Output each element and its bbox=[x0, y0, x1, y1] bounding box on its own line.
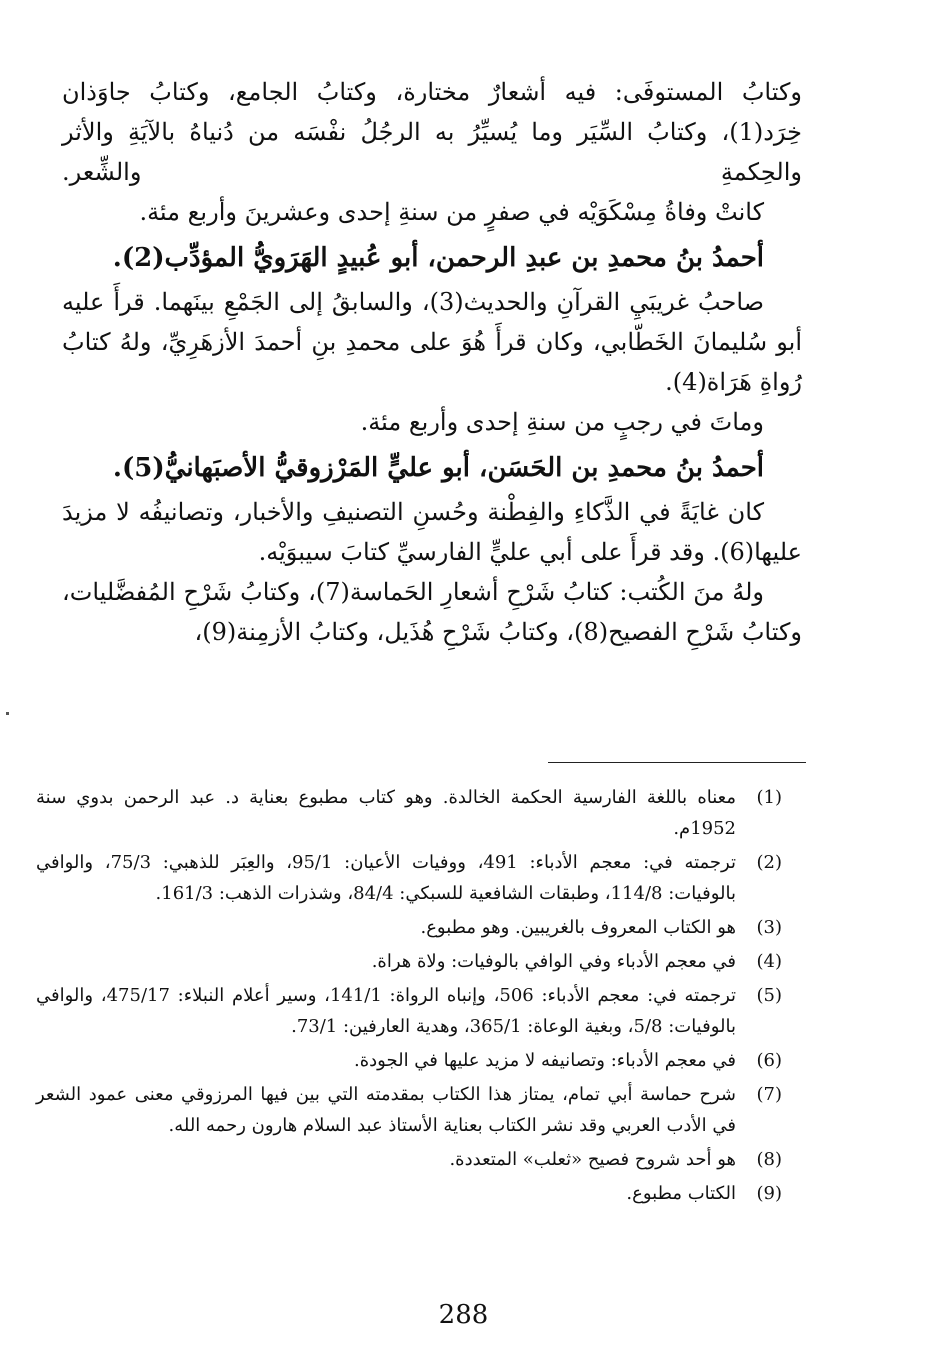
footnote-text: شرح حماسة أبي تمام، يمتاز هذا الكتاب بمقدمته التي بين فيها المرزوقي معنى عمود الشعر في الأدب العربي وقد نشر الكتاب بعناية الأستاذ عبد السلام هارون رحمه الله. bbox=[36, 1084, 736, 1136]
footnote-text: في معجم الأدباء: وتصانيفه لا مزيد عليها في الجودة. bbox=[354, 1050, 736, 1071]
footnote-9 bbox=[36, 1178, 782, 1209]
paragraph-death-miskawayh: كانتْ وفاةُ مِسْكَوَيْه في صفرٍ من سنةِ إحدى وعشرينَ وأربع مئة. bbox=[139, 198, 764, 226]
footnote-text: الكتاب مطبوع. bbox=[626, 1183, 736, 1204]
footnote-6 bbox=[36, 1045, 782, 1076]
paragraph-marzuqi-books: ولهُ منَ الكُتب: كتابُ شَرْحِ أشعارِ الحَماسة(7)، وكتابُ شَرْحِ المُفضَّليات، وكتابُ شَرْحِ الفصيح(8)، وكتابُ شَرْحِ هُذَيل، وكتابُ الأزمِنة(9)، bbox=[62, 578, 802, 646]
footnote-7 bbox=[36, 1079, 782, 1141]
entry-heading-abu-ali-almarzuqi: أحمدُ بنُ محمدِ بن الحَسَن، أبو عليٍّ المَرْزوقيُّ الأصبَهانيُّ(5). bbox=[112, 453, 764, 483]
footnote-number: (1) bbox=[756, 787, 782, 808]
footnote-number: (5) bbox=[756, 985, 782, 1006]
footnote-number: (4) bbox=[756, 951, 782, 972]
paragraph-marzuqi-bio: كان غايَةً في الذَّكاءِ والفِطْنة وحُسنِ التصنيفِ والأخبار، وتصانيفُه لا مزيدَ عليها(6). وقد قرأَ على أبي عليٍّ الفارسيِّ كتابَ سيبوَيْه. bbox=[62, 498, 802, 566]
footnote-text: في معجم الأدباء وفي الوافي بالوفيات: ولاة هراة. bbox=[371, 951, 736, 972]
footnote-text: معناه باللغة الفارسية الحكمة الخالدة. وهو كتاب مطبوع بعناية د. عبد الرحمن بدوي سنة 1952م. bbox=[36, 787, 736, 839]
footnote-3 bbox=[36, 912, 782, 943]
page-number: 288 bbox=[438, 1300, 489, 1330]
paragraph-abu-ubayd-death: وماتَ في رجبٍ من سنةِ إحدى وأربع مئة. bbox=[360, 408, 764, 436]
footnote-separator-rule bbox=[548, 762, 806, 763]
footnote-text: هو أحد شروح فصيح «ثعلب» المتعددة. bbox=[449, 1149, 736, 1170]
footnote-number: (3) bbox=[756, 917, 782, 938]
entry-heading-abu-ubayd-alharawi: أحمدُ بنُ محمدِ بن عبدِ الرحمن، أبو عُبيدٍ الهَرَويُّ المؤدِّب(2). bbox=[112, 243, 764, 273]
main-text bbox=[62, 72, 802, 652]
footnote-text: هو الكتاب المعروف بالغريبين. وهو مطبوع. bbox=[420, 917, 736, 938]
paragraph-abu-ubayd-bio: صاحبُ غريبَيِ القرآنِ والحديث(3)، والسابقُ إلى الجَمْعِ بينَهما. قرأَ عليه أبو سُليمانَ الخَطّابي، وكان قرأَ هُوَ على محمدِ بنِ أحمدَ الأزهَرِيِّ، ولهُ كتابُ رُواةِ هَرَاة(4). bbox=[62, 288, 802, 396]
footnote-8 bbox=[36, 1144, 782, 1175]
footnote-text: ترجمته في: معجم الأدباء: 491، ووفيات الأعيان: 95/1، والعِبَر للذهبي: 75/3، والوافي بالوفيات: 114/8، وطبقات الشافعية للسبكي: 84/4، وشذرات الذهب: 161/3. bbox=[36, 852, 737, 904]
footnote-text: ترجمته في: معجم الأدباء: 506، وإنباه الرواة: 141/1، وسير أعلام النبلاء: 475/17، والوافي بالوفيات: 5/8، وبغية الوعاة: 365/1، وهدية العارفين: 73/1. bbox=[36, 985, 737, 1037]
footnote-1 bbox=[36, 782, 782, 844]
footnote-number: (6) bbox=[756, 1050, 782, 1071]
footnotes bbox=[36, 782, 782, 1212]
footnote-4 bbox=[36, 946, 782, 977]
footnote-5 bbox=[36, 980, 782, 1042]
footnote-number: (8) bbox=[756, 1149, 782, 1170]
margin-dot bbox=[6, 712, 9, 715]
footnote-2 bbox=[36, 847, 782, 909]
footnote-number: (9) bbox=[756, 1183, 782, 1204]
paragraph-book-list-continuation: وكتابُ المستوفَى: فيه أشعارٌ مختارة، وكتابُ الجامع، وكتابُ جاوَذان خِرَد(1)، وكتابُ السِّيَر وما يُسيِّرُ به الرجُلُ نفْسَه من دُنياهُ بالآيَةِ والأثر والحِكمةِ والشِّعر. bbox=[62, 78, 802, 186]
footnote-number: (2) bbox=[756, 852, 782, 873]
footnote-number: (7) bbox=[756, 1084, 782, 1105]
